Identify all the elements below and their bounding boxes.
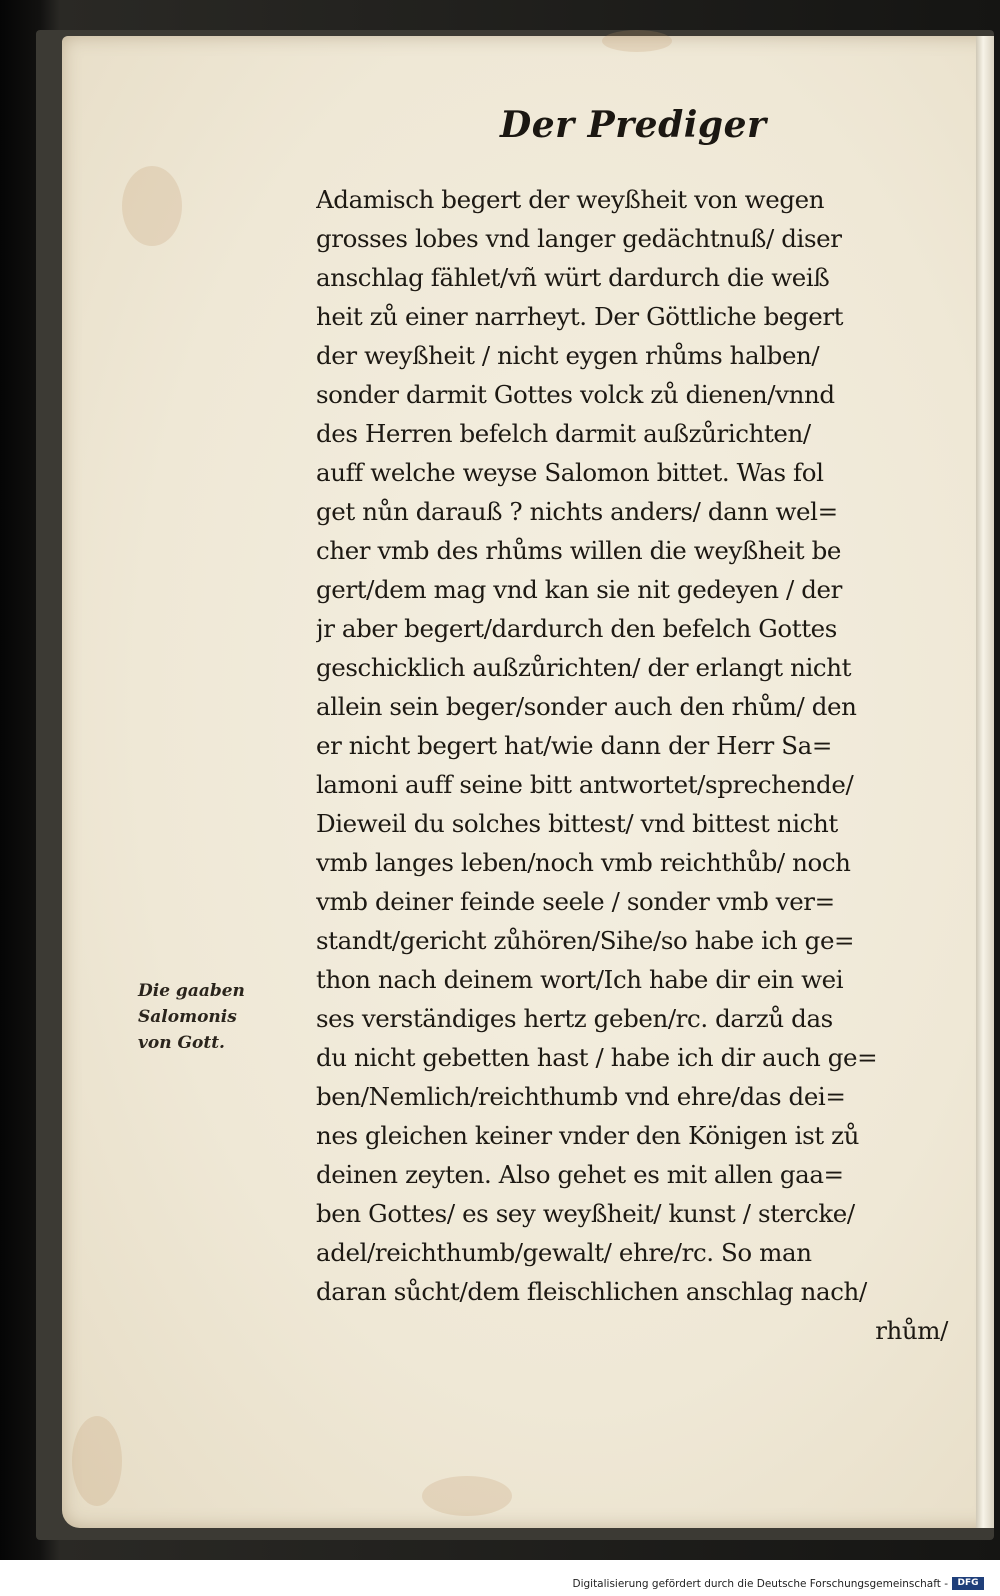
text-line: auff welche weyse Salomon bittet. Was fol [316, 458, 824, 487]
text-line: anschlag fählet/vñ würt dardurch die weiß [316, 263, 830, 292]
paper-stain [72, 1416, 122, 1506]
paper-stain [122, 166, 182, 246]
catchword: rhům/ [875, 1316, 948, 1345]
text-line: daran sůcht/dem fleischlichen anschlag nach/ [316, 1277, 867, 1306]
margin-note [138, 978, 298, 1056]
text-line: ses verständiges hertz geben/rc. darzů das [316, 1004, 833, 1033]
text-line: cher vmb des rhůms willen die weyßheit be [316, 536, 842, 565]
body-text [316, 180, 956, 1350]
margin-note-line: Salomonis [138, 1007, 237, 1027]
text-line: geschicklich außzůrichten/ der erlangt nicht [316, 653, 852, 682]
text-line: du nicht gebetten hast / habe ich dir auch ge= [316, 1043, 878, 1072]
text-line: heit zů einer narrheyt. Der Göttliche begert [316, 302, 844, 331]
text-line: Dieweil du solches bittest/ vnd bittest nicht [316, 809, 838, 838]
text-line: des Herren befelch darmit außzůrichten/ [316, 419, 811, 448]
text-line: vmb deiner feinde seele / sonder vmb ver= [316, 887, 835, 916]
text-line: er nicht begert hat/wie dann der Herr Sa= [316, 731, 832, 760]
text-line: standt/gericht zůhören/Sihe/so habe ich ge= [316, 926, 855, 955]
paper-stain [422, 1476, 512, 1516]
text-line: grosses lobes vnd langer gedächtnuß/ diser [316, 224, 842, 253]
paper-stain [602, 30, 672, 52]
page-title: Der Prediger [500, 104, 767, 146]
text-line: der weyßheit / nicht eygen rhůms halben/ [316, 341, 820, 370]
margin-note-line: Die gaaben [138, 981, 245, 1001]
text-line: deinen zeyten. Also gehet es mit allen gaa= [316, 1160, 844, 1189]
text-line: ben/Nemlich/reichthumb vnd ehre/das dei= [316, 1082, 846, 1111]
text-line: gert/dem mag vnd kan sie nit gedeyen / der [316, 575, 842, 604]
text-line: nes gleichen keiner vnder den Königen ist zů [316, 1121, 859, 1150]
text-line: sonder darmit Gottes volck zů dienen/vnnd [316, 380, 835, 409]
dfg-logo: DFG [952, 1577, 984, 1590]
footer-credit: Digitalisierung gefördert durch die Deutsche Forschungsgemeinschaft - [572, 1578, 948, 1590]
text-line: vmb langes leben/noch vmb reichthůb/ noch [316, 848, 851, 877]
text-line: get nůn darauß ? nichts anders/ dann wel= [316, 497, 838, 526]
text-line: thon nach deinem wort/Ich habe dir ein wei [316, 965, 844, 994]
text-line: lamoni auff seine bitt antwortet/sprechende/ [316, 770, 854, 799]
text-line: allein sein beger/sonder auch den rhům/ den [316, 692, 857, 721]
text-line: jr aber begert/dardurch den befelch Gottes [316, 614, 837, 643]
text-line: ben Gottes/ es sey weyßheit/ kunst / stercke/ [316, 1199, 855, 1228]
margin-note-line: von Gott. [138, 1033, 225, 1053]
text-line: adel/reichthumb/gewalt/ ehre/rc. So man [316, 1238, 812, 1267]
page-edge-strip [976, 36, 994, 1528]
text-line: Adamisch begert der weyßheit von wegen [316, 185, 825, 214]
